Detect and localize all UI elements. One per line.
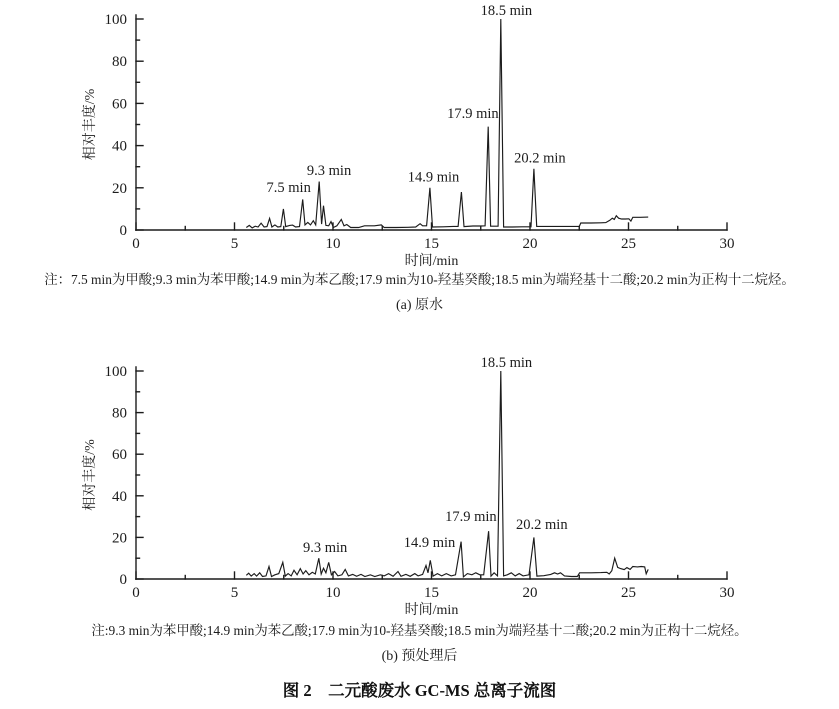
y-tick-label: 0 <box>119 223 127 239</box>
y-tick-label: 20 <box>112 530 127 547</box>
y-tick-label: 100 <box>104 364 127 380</box>
x-tick-label: 10 <box>325 236 341 252</box>
y-tick-label: 40 <box>112 138 127 155</box>
note-a: 注：7.5 min为甲酸;9.3 min为苯甲酸;14.9 min为苯乙酸;17.9 min为10-羟基癸酸;18.5 min为端羟基十二酸;20.2 min为正构十二烷烃。 <box>44 272 795 287</box>
x-tick-label: 20 <box>522 236 538 252</box>
y-tick-label: 80 <box>112 405 127 422</box>
y-tick-label: 40 <box>112 488 127 505</box>
peak-label: 9.3 min <box>306 163 352 180</box>
x-axis-title: 时间/min <box>404 254 459 268</box>
subtitle-a: (a) 原水 <box>395 298 444 313</box>
y-tick-label: 20 <box>112 180 127 197</box>
tic-trace <box>246 19 648 228</box>
x-tick-label: 20 <box>522 585 538 601</box>
y-tick-label: 80 <box>112 54 127 71</box>
panel-a <box>0 0 839 315</box>
x-tick-label: 0 <box>132 585 140 601</box>
peak-label: 18.5 min <box>480 2 533 19</box>
peak-label: 14.9 min <box>403 534 456 551</box>
y-tick-label: 0 <box>119 572 127 588</box>
y-axis-title: 相对丰度/% <box>83 88 98 161</box>
y-tick-label: 100 <box>104 12 127 28</box>
subtitle-b: (b) 预处理后 <box>381 649 458 664</box>
x-tick-label: 30 <box>719 236 735 252</box>
peak-label: 7.5 min <box>266 180 311 197</box>
x-tick-label: 25 <box>621 585 636 601</box>
peak-label: 20.2 min <box>514 150 566 167</box>
peak-label: 17.9 min <box>447 106 499 123</box>
note-b: 注:9.3 min为苯甲酸;14.9 min为苯乙酸;17.9 min为10-羟基癸酸;18.5 min为端羟基十二酸;20.2 min为正构十二烷烃。 <box>91 623 748 638</box>
chromatogram-b <box>0 345 839 619</box>
peak-label: 20.2 min <box>516 517 568 534</box>
x-tick-label: 0 <box>132 236 140 252</box>
peak-label: 18.5 min <box>480 354 533 371</box>
x-tick-label: 30 <box>719 585 735 601</box>
y-tick-label: 60 <box>112 447 127 464</box>
x-tick-label: 5 <box>230 585 239 601</box>
x-tick-label: 15 <box>424 236 439 252</box>
panel-b <box>0 345 839 666</box>
x-tick-label: 5 <box>230 236 239 252</box>
x-axis-title: 时间/min <box>404 603 459 618</box>
peak-label: 17.9 min <box>445 508 497 525</box>
peak-label: 14.9 min <box>407 169 460 186</box>
y-axis-title: 相对丰度/% <box>83 439 98 511</box>
peak-label: 9.3 min <box>302 539 348 556</box>
chromatogram-a <box>0 0 839 268</box>
x-tick-label: 25 <box>621 236 636 252</box>
y-tick-label: 60 <box>112 96 127 113</box>
x-tick-label: 15 <box>424 585 439 601</box>
figure-caption: 图 2 二元酸废水 GC-MS 总离子流图 <box>282 681 557 700</box>
x-tick-label: 10 <box>325 585 341 601</box>
